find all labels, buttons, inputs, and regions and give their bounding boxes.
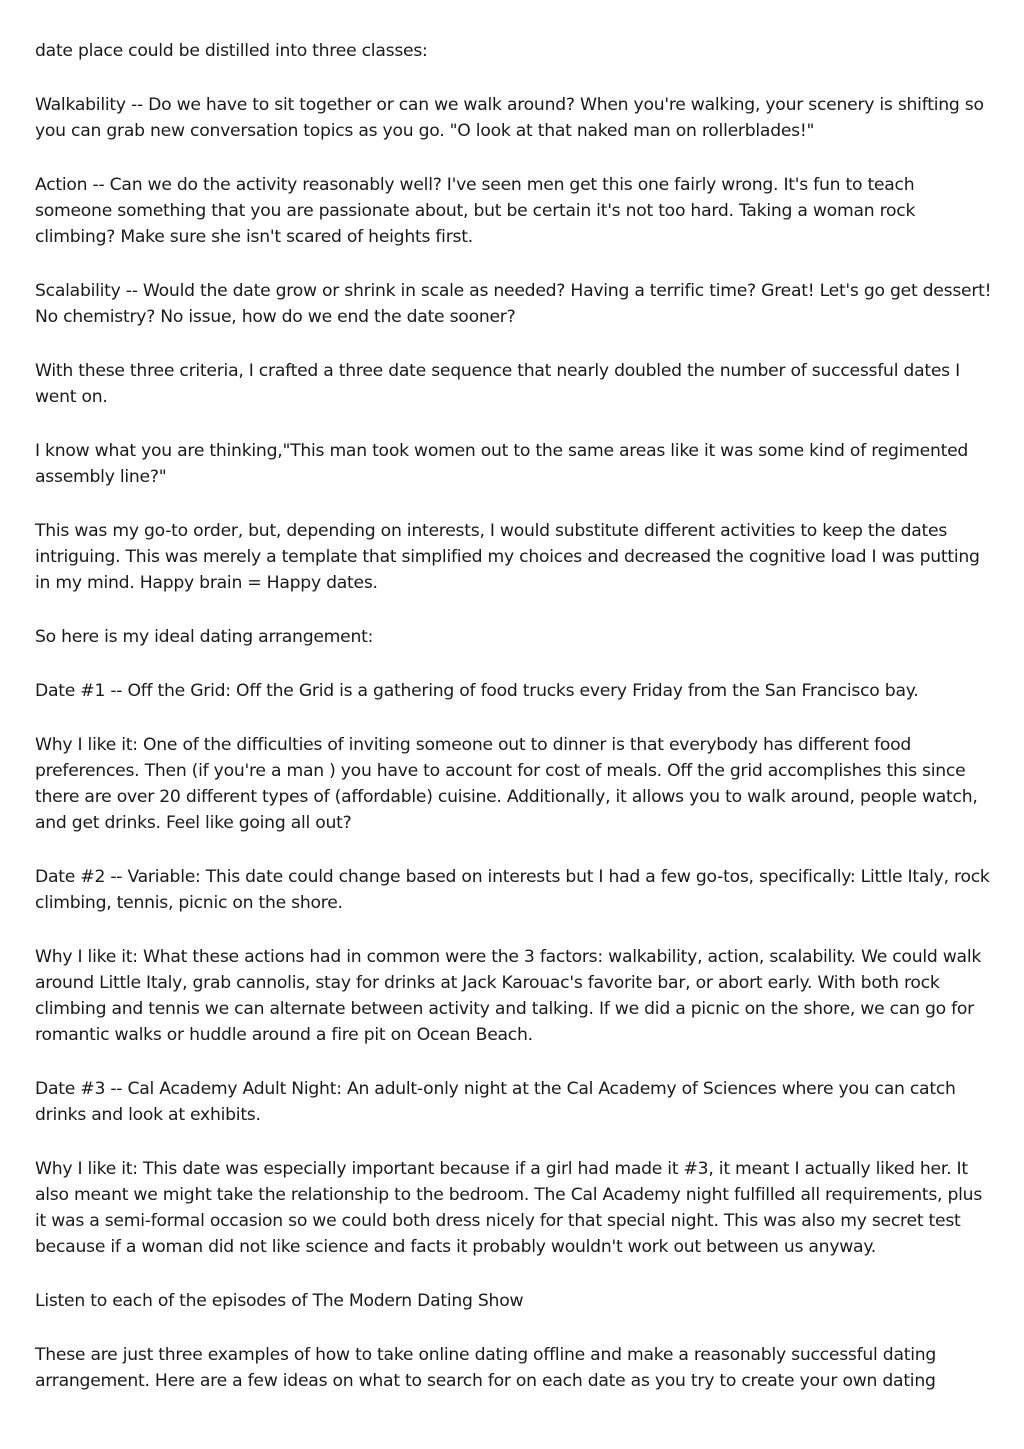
order-paragraph: This was my go-to order, but, depending on interests, I would substitute different activities to keep the dates intriguing. This was merely a template that simplified my choices and decreased the cognitive load I was putting in my mind. Happy brain = Happy dates.	[35, 521, 980, 593]
arrangement-intro-paragraph: So here is my ideal dating arrangement:	[35, 627, 374, 647]
walkability-paragraph: Walkability -- Do we have to sit together or can we walk around? When you're walking, your scenery is shifting so you can grab new conversation topics as you go. "O look at that naked man on rollerblades!"	[35, 95, 984, 141]
date-3-paragraph: Date #3 -- Cal Academy Adult Night: An adult-only night at the Cal Academy of Sciences where you can catch drinks and look at exhibits.	[35, 1079, 956, 1125]
closing-paragraph: These are just three examples of how to take online dating offline and make a reasonably successful dating arrangement. Here are a few ideas on what to search for on each date as you try to create your own dating	[35, 1345, 937, 1391]
date-1-paragraph: Date #1 -- Off the Grid: Off the Grid is a gathering of food trucks every Friday from the San Francisco bay.	[35, 681, 919, 701]
intro-paragraph: date place could be distilled into three classes:	[35, 41, 428, 61]
document-page	[35, 38, 993, 1422]
scalability-paragraph: Scalability -- Would the date grow or shrink in scale as needed? Having a terrific time? Great! Let's go get dessert! No chemistry? No issue, how do we end the date sooner?	[35, 281, 992, 327]
listen-paragraph: Listen to each of the episodes of The Modern Dating Show	[35, 1291, 524, 1311]
date-2-paragraph: Date #2 -- Variable: This date could change based on interests but I had a few go-tos, specifically: Little Italy, rock climbing, tennis, picnic on the shore.	[35, 867, 990, 913]
action-paragraph: Action -- Can we do the activity reasonably well? I've seen men get this one fairly wrong. It's fun to teach someone something that you are passionate about, but be certain it's not too hard. Taking a woman rock climbing? Make sure she isn't scared of heights first.	[35, 175, 916, 247]
date-1-why-paragraph: Why I like it: One of the difficulties of inviting someone out to dinner is that everybody has different food preferences. Then (if you're a man ) you have to account for cost of meals. Off the grid accomplishes this since there are over 20 different types of (affordable) cuisine. Additionally, it allows you to walk around, people watch, and get drinks. Feel like going all out?	[35, 735, 978, 833]
date-3-why-paragraph: Why I like it: This date was especially important because if a girl had made it #3, it meant I actually liked her. It also meant we might take the relationship to the bedroom. The Cal Academy night fulfilled all requirements, plus it was a semi-formal occasion so we could both dress nicely for that special night. This was also my secret test because if a woman did not like science and facts it probably wouldn't work out between us anyway.	[35, 1159, 983, 1257]
criteria-paragraph: With these three criteria, I crafted a three date sequence that nearly doubled the number of successful dates I went on.	[35, 361, 960, 407]
date-2-why-paragraph: Why I like it: What these actions had in common were the 3 factors: walkability, action, scalability. We could walk around Little Italy, grab cannolis, stay for drinks at Jack Karouac's favorite bar, or abort early. With both rock climbing and tennis we can alternate between activity and talking. If we did a picnic on the shore, we can go for romantic walks or huddle around a fire pit on Ocean Beach.	[35, 947, 982, 1045]
thinking-paragraph: I know what you are thinking,"This man took women out to the same areas like it was some kind of regimented assembly line?"	[35, 441, 969, 487]
